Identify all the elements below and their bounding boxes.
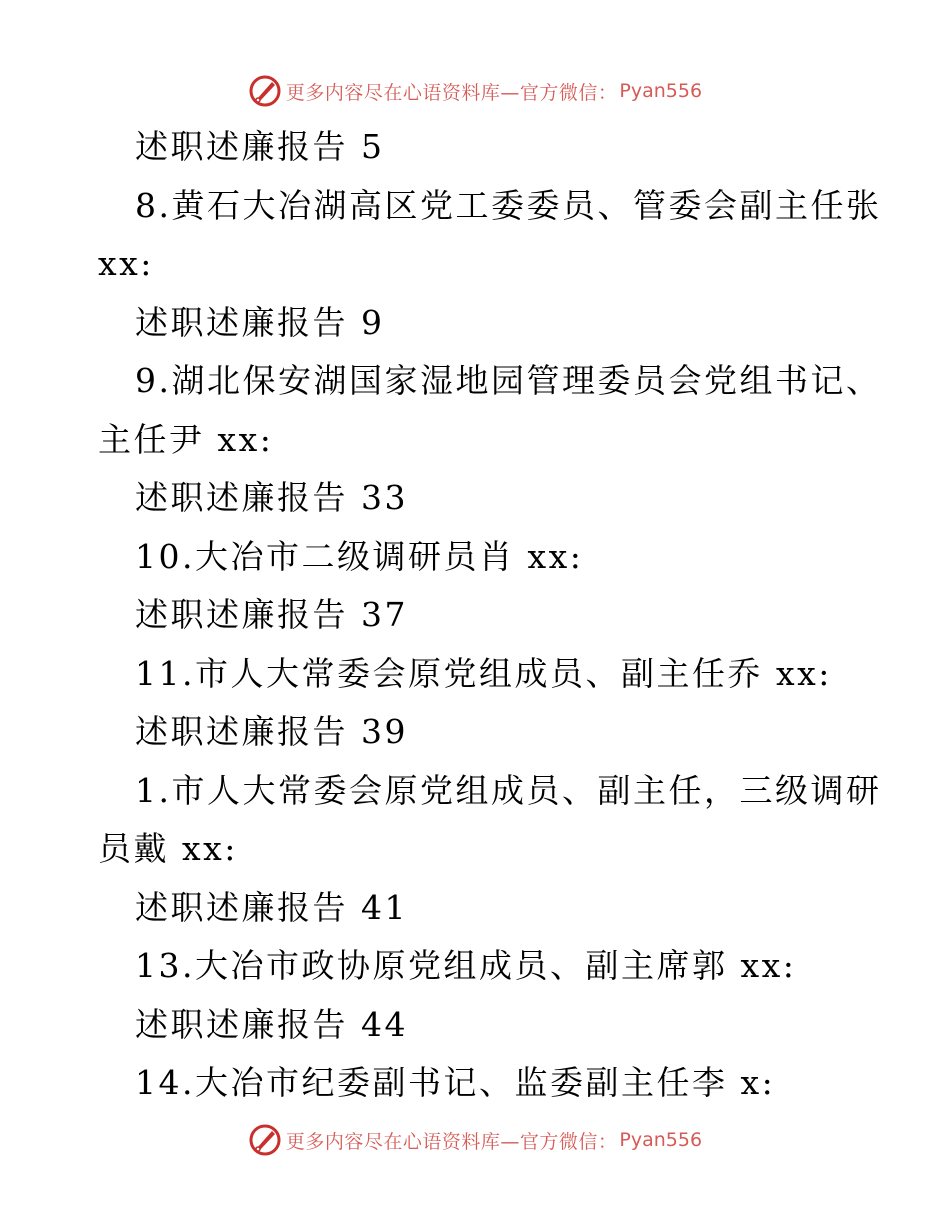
toc-line-13: 员戴 xx: — [98, 829, 238, 868]
toc-line-16: 述职述廉报告 44 — [135, 1004, 408, 1044]
toc-line-5: 9.湖北保安湖国家湿地园管理委员会党组书记、 — [135, 361, 882, 400]
header-watermark — [0, 71, 950, 111]
toc-line-14: 述职述廉报告 41 — [135, 887, 408, 927]
document-body — [98, 118, 882, 1113]
footer-watermark — [0, 1120, 950, 1160]
watermark-wechat-id: Pyan556 — [619, 1129, 703, 1151]
toc-line-10: 11.市人大常委会原党组成员、副主任乔 xx: — [135, 653, 832, 693]
toc-line-4: 述职述廉报告 9 — [135, 302, 385, 342]
toc-line-9: 述职述廉报告 37 — [135, 595, 408, 634]
quill-logo-icon — [248, 74, 282, 108]
toc-line-17: 14.大冶市纪委副书记、监委副主任李 x: — [135, 1063, 776, 1102]
watermark-text: 更多内容尽在心语资料库—官方微信： — [285, 81, 618, 104]
watermark-text: 更多内容尽在心语资料库—官方微信： — [285, 1130, 618, 1153]
watermark-wechat-id: Pyan556 — [619, 80, 703, 102]
toc-line-7: 述职述廉报告 33 — [135, 478, 408, 517]
toc-line-3: xx: — [98, 244, 154, 283]
toc-line-12: 1.市人大常委会原党组成员、副主任，三级调研 — [135, 770, 882, 810]
toc-line-2: 8.黄石大冶湖高区党工委委员、管委会副主任张 — [135, 185, 882, 225]
toc-line-8: 10.大冶市二级调研员肖 xx: — [135, 536, 584, 576]
toc-line-11: 述职述廉报告 39 — [135, 712, 408, 751]
toc-line-15: 13.大冶市政协原党组成员、副主席郭 xx: — [135, 946, 797, 985]
toc-line-1: 述职述廉报告 5 — [135, 127, 385, 166]
toc-line-6: 主任尹 xx: — [98, 419, 274, 459]
quill-logo-icon — [248, 1123, 282, 1157]
